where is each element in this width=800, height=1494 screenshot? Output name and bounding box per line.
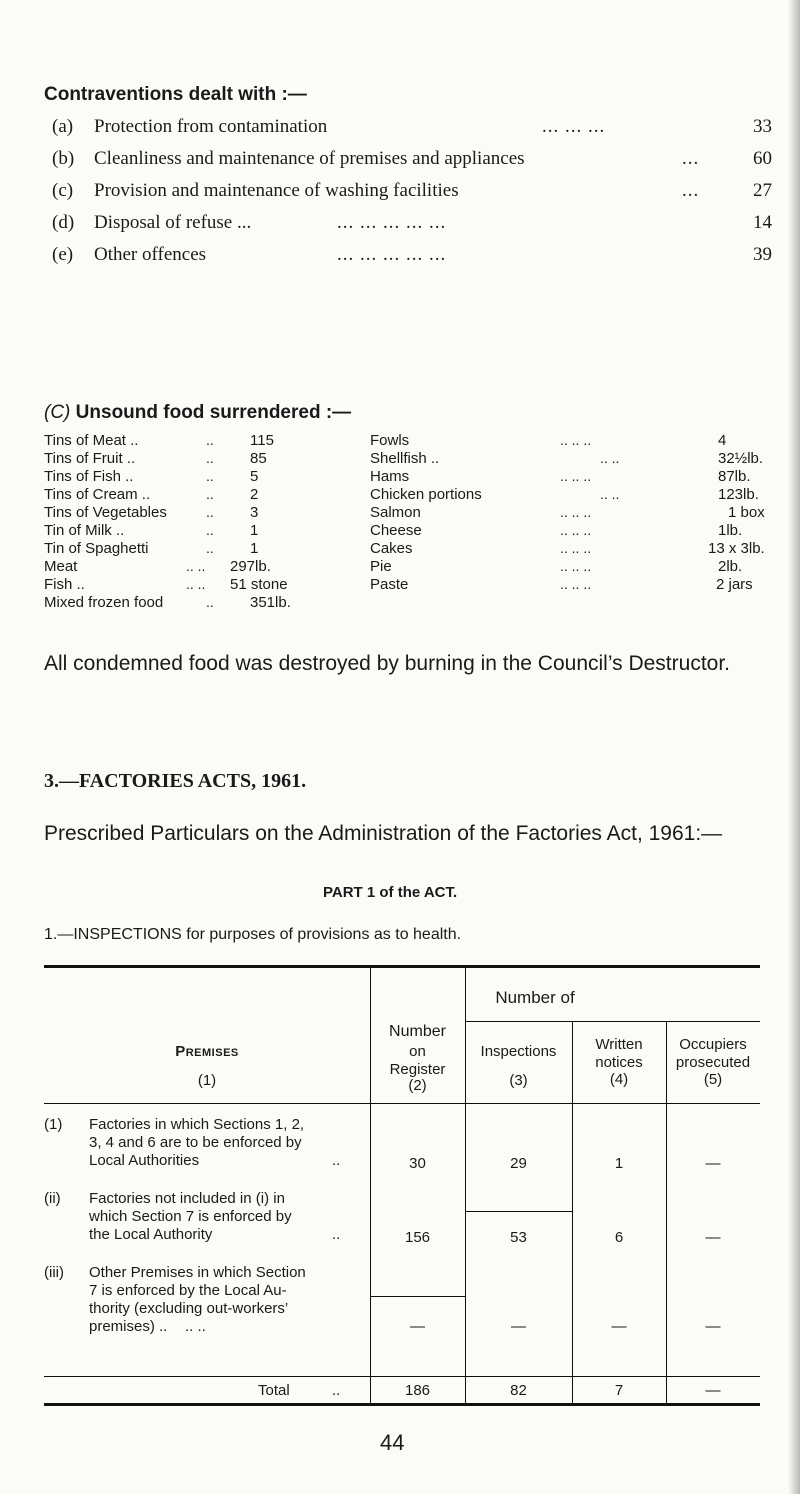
total-label: Total (258, 1382, 290, 1399)
food-dots: .. .. .. (560, 558, 592, 574)
food-qty: 1 box (728, 504, 765, 521)
row-rule (465, 1211, 572, 1212)
item-dots: ... (682, 180, 700, 201)
food-dots: .. (206, 540, 214, 556)
notices-value: 1 (614, 1155, 624, 1172)
food-qty: 351lb. (250, 594, 291, 611)
food-qty: 32½lb. (718, 450, 764, 467)
register-value: — (410, 1318, 425, 1335)
page-edge-shadow (788, 0, 800, 1494)
food-item: Mixed frozen food (44, 594, 164, 611)
total-inspections: 82 (510, 1382, 527, 1399)
premises-dots: .. (332, 1152, 341, 1169)
header-inspections: Inspections (480, 1043, 557, 1060)
destroyed-statement: All condemned food was destroyed by burning in the Council’s Destructor. (44, 652, 730, 675)
total-dots: .. (332, 1382, 341, 1399)
header-inspections-num: (3) (509, 1072, 528, 1089)
prosecuted-value: — (705, 1318, 721, 1335)
food-row (0, 576, 800, 594)
food-dots: .. .. .. (560, 432, 592, 448)
food-dots: .. .. .. (560, 540, 592, 556)
food-qty: 3 (250, 504, 259, 521)
factories-subheading: Prescribed Particulars on the Administration of the Factories Act, 1961:— (44, 822, 723, 845)
notices-value: 6 (614, 1229, 624, 1246)
food-item: Tins of Cream .. (44, 486, 151, 503)
factories-heading: 3.—FACTORIES ACTS, 1961. (44, 770, 307, 792)
food-item: Fowls (370, 432, 410, 449)
row-number: (iii) (44, 1264, 64, 1281)
food-qty: 2 jars (716, 576, 753, 593)
food-row (0, 594, 800, 612)
food-qty: 115 (250, 432, 274, 449)
header-register-l1: Number (389, 1023, 446, 1040)
table-top-rule (44, 965, 760, 968)
food-item: Salmon (370, 504, 421, 521)
section-title: Unsound food surrendered :— (75, 402, 352, 423)
header-register-l3: Register (389, 1061, 446, 1078)
food-item: Pie (370, 558, 392, 575)
inspections-value: — (511, 1318, 526, 1335)
food-item: Paste (370, 576, 409, 593)
food-dots: .. .. .. (560, 468, 592, 484)
premises-line: Local Authorities (89, 1152, 200, 1169)
item-letter: (e) (52, 244, 74, 265)
food-dots: .. (206, 594, 214, 610)
item-text: Provision and maintenance of washing facilities (94, 180, 459, 201)
item-dots: ... ... ... (542, 116, 606, 137)
food-dots: .. (206, 432, 214, 448)
prosecuted-value: — (705, 1155, 721, 1172)
item-count: 33 (753, 116, 772, 137)
item-dots: ... ... ... ... ... (337, 212, 447, 233)
food-row (0, 486, 800, 504)
food-row (0, 522, 800, 540)
row-number: (ii) (44, 1190, 61, 1207)
item-letter: (c) (52, 180, 74, 201)
premises-dots: .. (332, 1226, 341, 1243)
premises-line: Factories not included in (i) in (89, 1190, 285, 1207)
food-qty: 13 x 3lb. (708, 540, 765, 557)
total-rule (44, 1376, 760, 1377)
header-rule (44, 1103, 760, 1104)
food-dots: .. .. .. (560, 522, 592, 538)
inspections-heading: 1.—INSPECTIONS for purposes of provisions as to health. (44, 926, 462, 943)
header-notices-l2: notices (595, 1054, 643, 1071)
food-qty: 297lb. (230, 558, 271, 575)
premises-line: thority (excluding out-workers’ (89, 1300, 289, 1317)
header-register-l2: on (409, 1043, 426, 1060)
food-qty: 1 (250, 522, 259, 539)
food-qty: 51 stone (230, 576, 288, 593)
food-item: Tins of Fruit .. (44, 450, 136, 467)
food-item: Meat (44, 558, 78, 575)
food-item: Tins of Fish .. (44, 468, 134, 485)
row-rule (370, 1296, 466, 1297)
premises-line: 7 is enforced by the Local Au- (89, 1282, 287, 1299)
total-prosecuted: — (705, 1382, 721, 1399)
food-item: Shellfish .. (370, 450, 440, 467)
col-divider (465, 968, 466, 1405)
food-qty: 2lb. (718, 558, 743, 575)
header-premises: Premises (175, 1043, 239, 1060)
premises-line: 3, 4 and 6 are to be enforced by (89, 1134, 302, 1151)
food-dots: .. (206, 486, 214, 502)
total-notices: 7 (614, 1382, 624, 1399)
food-item: Tin of Milk .. (44, 522, 125, 539)
header-register-num: (2) (408, 1077, 427, 1094)
part-heading: PART 1 of the ACT. (323, 884, 458, 901)
food-dots: .. .. (600, 450, 620, 466)
register-value: 156 (404, 1229, 431, 1246)
food-item: Cheese (370, 522, 422, 539)
number-of-rule (465, 1021, 760, 1022)
food-row (0, 558, 800, 576)
contravention-item (52, 212, 772, 240)
item-count: 14 (753, 212, 772, 233)
food-item: Tins of Vegetables (44, 504, 167, 521)
header-number-of: Number of (495, 988, 575, 1007)
food-row (0, 504, 800, 522)
food-qty: 1lb. (718, 522, 743, 539)
premises-line: Factories in which Sections 1, 2, (89, 1116, 305, 1133)
contravention-item (52, 244, 772, 272)
food-qty: 2 (250, 486, 259, 503)
food-item: Hams (370, 468, 410, 485)
item-text: Disposal of refuse ... (94, 212, 252, 233)
food-item: Cakes (370, 540, 413, 557)
premises-line: which Section 7 is enforced by (89, 1208, 292, 1225)
inspections-value: 29 (510, 1155, 527, 1172)
food-dots: .. .. (186, 576, 206, 592)
food-dots: .. (206, 522, 214, 538)
food-qty: 87lb. (718, 468, 751, 485)
item-count: 39 (753, 244, 772, 265)
food-qty: 4 (718, 432, 727, 449)
food-dots: .. (206, 450, 214, 466)
food-row (0, 540, 800, 558)
food-item: Tin of Spaghetti (44, 540, 149, 557)
item-count: 27 (753, 180, 772, 201)
header-notices-num: (4) (609, 1071, 629, 1088)
contravention-item (52, 148, 772, 176)
item-text: Protection from contamination (94, 116, 328, 137)
table-bottom-rule (44, 1403, 760, 1406)
food-item: Chicken portions (370, 486, 482, 503)
total-register: 186 (404, 1382, 431, 1399)
item-dots: ... (682, 148, 700, 169)
notices-value: — (611, 1318, 627, 1335)
contraventions-heading: Contraventions dealt with :— (44, 84, 307, 105)
premises-line: Other Premises in which Section (89, 1264, 306, 1281)
item-letter: (d) (52, 212, 75, 233)
food-dots: .. .. .. (560, 576, 592, 592)
page-number: 44 (380, 1430, 405, 1455)
food-dots: .. .. (600, 486, 620, 502)
contravention-item (52, 180, 772, 208)
header-occupiers-l2: prosecuted (675, 1054, 751, 1071)
contravention-item (52, 116, 772, 144)
section-label: (C) (44, 402, 71, 423)
food-qty: 85 (250, 450, 267, 467)
header-occupiers-num: (5) (703, 1071, 723, 1088)
food-row (0, 450, 800, 468)
item-letter: (a) (52, 116, 74, 137)
register-value: 30 (409, 1155, 426, 1172)
row-number: (1) (44, 1116, 63, 1133)
premises-line: premises) .. (89, 1318, 168, 1335)
food-dots: .. .. (186, 558, 206, 574)
unsound-food-heading (44, 402, 351, 424)
premises-line: the Local Authority (89, 1226, 213, 1243)
food-dots: .. (206, 468, 214, 484)
food-dots: .. (206, 504, 214, 520)
premises-dots: .. .. (185, 1318, 206, 1335)
food-item: Fish .. (44, 576, 85, 593)
header-notices-l1: Written (595, 1036, 643, 1053)
header-premises-num: (1) (197, 1072, 217, 1089)
item-count: 60 (753, 148, 772, 169)
food-item: Tins of Meat .. (44, 432, 139, 449)
food-dots: .. .. .. (560, 504, 592, 520)
item-dots: ... ... ... ... ... (337, 244, 447, 265)
food-qty: 1 (250, 540, 259, 557)
food-row (0, 432, 800, 450)
food-qty: 123lb. (718, 486, 759, 503)
item-text: Other offences (94, 244, 207, 265)
inspections-value: 53 (510, 1229, 527, 1246)
food-qty: 5 (250, 468, 259, 485)
food-row (0, 468, 800, 486)
item-letter: (b) (52, 148, 75, 169)
item-text: Cleanliness and maintenance of premises and appliances (94, 148, 525, 169)
prosecuted-value: — (705, 1229, 721, 1246)
header-occupiers-l1: Occupiers (679, 1036, 747, 1053)
